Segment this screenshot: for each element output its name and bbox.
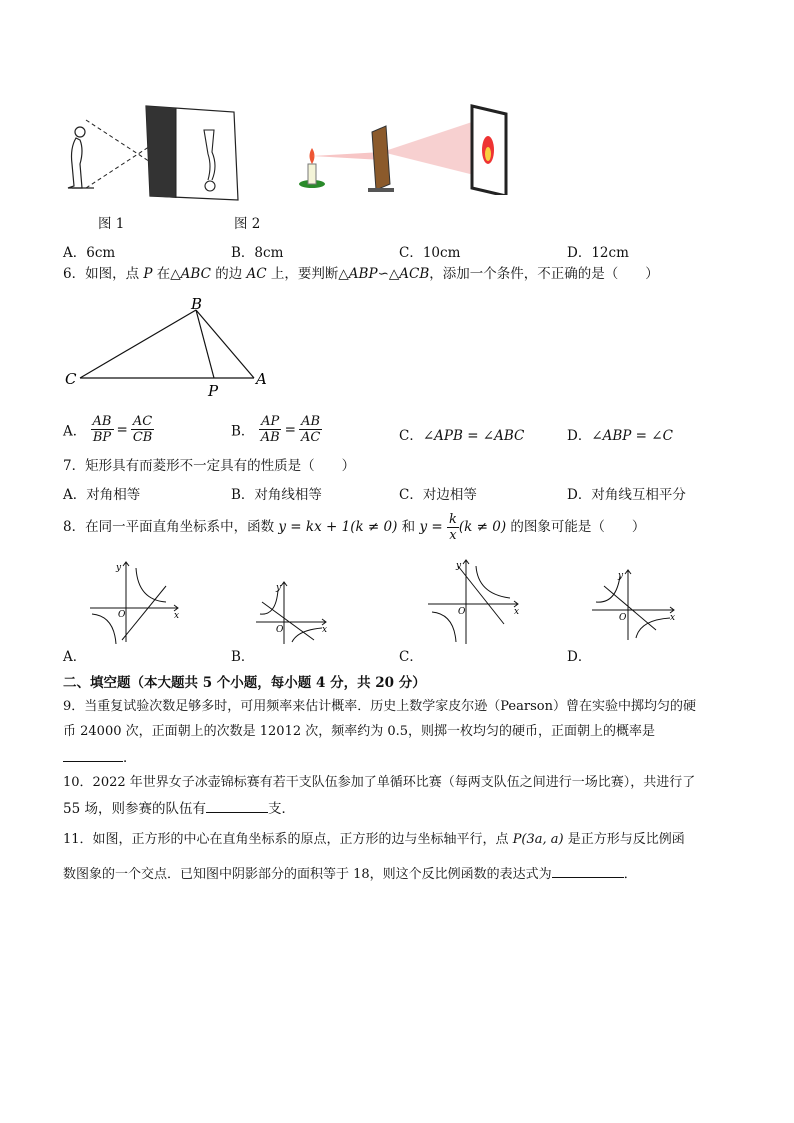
q5-option-c[interactable]: C．10cm xyxy=(399,245,461,261)
q7-stem: 7．矩形具有而菱形不一定具有的性质是（ ） xyxy=(63,458,356,474)
side-cb xyxy=(80,310,196,378)
q6-option-b[interactable]: B． $\frac{AP}{AB}$ = $\frac{AB}{AC}$ xyxy=(231,414,321,445)
q10-answer-blank[interactable] xyxy=(206,798,268,813)
svg-text:y: y xyxy=(456,561,462,571)
q5-option-a[interactable]: A．6cm xyxy=(63,245,116,261)
candle-pinhole-figure xyxy=(290,100,510,195)
section-2-title: 二、填空题（本大题共 5 个小题，每小题 4 分，共 20 分） xyxy=(63,675,426,691)
q8-graph-c xyxy=(424,556,524,646)
q11-line-2: 数图象的一个交点．已知图中阴影部分的面积等于 18，则这个反比例函数的表达式为 ． xyxy=(63,863,637,885)
q7-option-b[interactable]: B．对角线相等 xyxy=(231,487,322,503)
q8-graph-d xyxy=(590,566,680,646)
svg-text:x: x xyxy=(514,607,520,617)
q9-answer-blank[interactable] xyxy=(63,747,123,762)
svg-text:x: x xyxy=(174,611,180,621)
svg-text:O: O xyxy=(619,613,627,623)
svg-text:O: O xyxy=(458,607,466,617)
label-c: C xyxy=(65,370,77,388)
svg-text:y: y xyxy=(618,571,624,581)
q8-graph-a xyxy=(86,556,186,646)
svg-text:y: y xyxy=(276,583,282,593)
candle-icon xyxy=(299,148,325,188)
q5-option-d[interactable]: D．12cm xyxy=(567,245,629,261)
q8-option-c[interactable]: C． xyxy=(399,649,423,665)
q9-line-2: 币 24000 次，正面朝上的次数是 12012 次，频率约为 0.5，则掷一枚均匀的硬币，正面朝上的概率是 xyxy=(63,724,656,739)
label-p: P xyxy=(208,382,219,400)
svg-text:y: y xyxy=(116,563,122,573)
projection-screen xyxy=(472,106,506,195)
q8-option-b[interactable]: B． xyxy=(231,649,255,665)
svg-text:O: O xyxy=(118,610,126,620)
q8-graph-b xyxy=(254,576,334,646)
svg-text:x: x xyxy=(670,613,676,623)
q5-option-b[interactable]: B．8cm xyxy=(231,245,284,261)
q6-stem: 6．如图，点 P 在△ABC 的边 AC 上，要判断△ABP∽△ACB，添加一个条件，不正确的是（ ） xyxy=(63,266,659,282)
q6-option-d[interactable]: D．∠ABP = ∠C xyxy=(567,428,673,444)
pinhole-figure-1 xyxy=(58,100,258,210)
camera-box xyxy=(146,106,238,200)
person-figure xyxy=(68,127,94,188)
triangle-figure xyxy=(60,292,280,402)
q11-answer-blank[interactable] xyxy=(552,863,624,878)
q6-option-a[interactable]: A． $\frac{AB}{BP}$ = $\frac{AC}{CB}$ xyxy=(63,414,153,445)
figure-2-caption: 图 2 xyxy=(234,216,261,232)
q8-option-a[interactable]: A． xyxy=(63,649,87,665)
q6-option-c[interactable]: C．∠APB = ∠ABC xyxy=(399,428,525,444)
q7-option-a[interactable]: A．对角相等 xyxy=(63,487,141,503)
q10-line-1: 10．2022 年世界女子冰壶锦标赛有若干支队伍参加了单循环比赛（每两支队伍之间进行一场比赛），共进行了 xyxy=(63,775,696,790)
figure-1-caption: 图 1 xyxy=(98,216,125,232)
label-a: A xyxy=(256,370,267,388)
q11-line-1: 11．如图，正方形的中心在直角坐标系的原点，正方形的边与坐标轴平行，点 P(3a, a) 是正方形与反比例函 xyxy=(63,832,685,847)
q7-option-c[interactable]: C．对边相等 xyxy=(399,487,477,503)
label-b: B xyxy=(191,295,203,313)
q10-line-2: 55 场，则参赛的队伍有 支． xyxy=(63,798,295,819)
q9-line-1: 9．当重复试验次数足够多时，可用频率来估计概率．历史上数学家皮尔逊（Pearson）曾在实验中掷均匀的硬 xyxy=(63,699,696,714)
q8-stem: 8．在同一平面直角坐标系中，函数 y = kx + 1(k ≠ 0) 和 y = $\frac{k}{x}$ (k ≠ 0) 的图象可能是（ ） xyxy=(63,512,646,543)
q9-line-3: ． xyxy=(63,747,137,768)
svg-text:O: O xyxy=(276,625,284,635)
q8-option-d[interactable]: D． xyxy=(567,649,592,665)
q7-option-d[interactable]: D．对角线互相平分 xyxy=(567,487,686,503)
svg-text:x: x xyxy=(322,625,328,635)
